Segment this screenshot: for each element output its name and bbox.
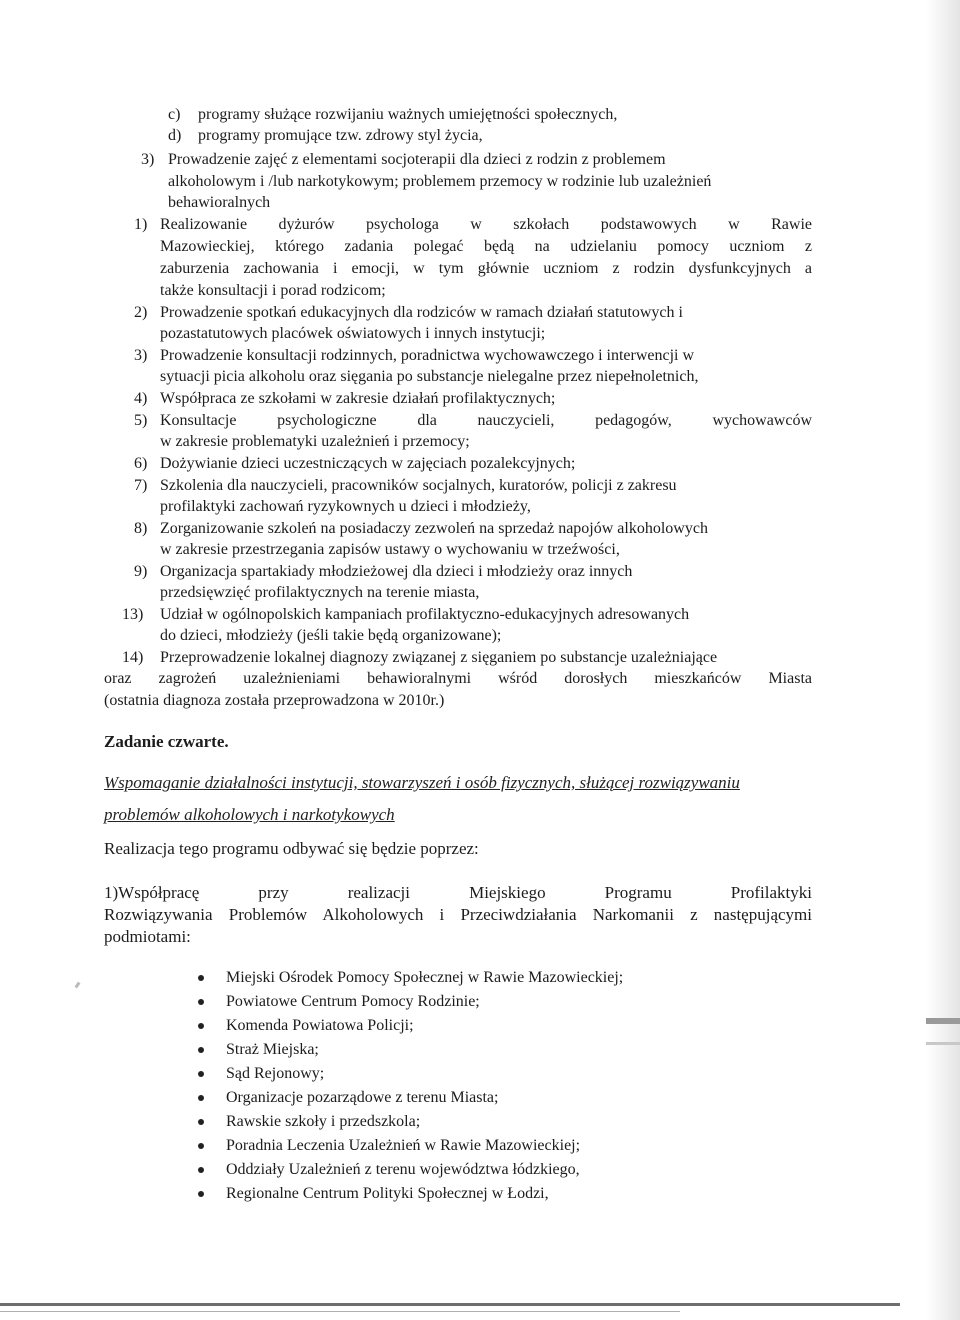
list-item-line: sytuacji picia alkoholu oraz sięgania po substancje nielegalne przez niepełnoletnich, [160,368,699,385]
intro-paragraph: Realizacja tego programu odbywać się będzie poprzez: [104,839,479,858]
section-subtitle: Wspomaganie działalności instytucji, stowarzyszeń i osób fizycznych, służącej rozwiązywaniu [104,773,740,792]
cooperation-line: podmiotami: [104,927,191,946]
list-number: 3) [134,347,148,364]
list-item-line: pozastatutowych placówek oświatowych i innych instytucji; [160,325,546,342]
list-number: 13) [122,606,144,623]
list-item-line: Realizowanie dyżurów psychologa w szkołach podstawowych w Rawie [160,216,812,233]
list-item: Regionalne Centrum Polityki Społecznej w Łodzi, [196,1182,623,1206]
list-number: 1) [134,216,148,233]
list-item-line: (ostatnia diagnoza została przeprowadzona w 2010r.) [104,692,445,709]
list-item: Straż Miejska; [196,1038,623,1062]
list-item-line: Szkolenia dla nauczycieli, pracowników socjalnych, kuratorów, policji z zakresu [160,477,677,494]
list-item: Miejski Ośrodek Pomocy Społecznej w Rawie Mazowieckiej; [196,966,623,990]
list-item-line: Zorganizowanie szkoleń na posiadaczy zezwoleń na sprzedaż napojów alkoholowych [160,520,708,537]
list-item-line: Współpraca ze szkołami w zakresie działań profilaktycznych; [160,390,556,407]
top-item-c: c) programy służące rozwijaniu ważnych umiejętności społecznych, [168,106,618,123]
cooperation-line: 1)Współpracę przy realizacji Miejskiego Programu Profilaktyki [104,883,812,902]
list-item-line: profilaktyki zachowań ryzykownych u dzieci i młodzieży, [160,498,531,515]
list-item-line: Organizacja spartakiady młodzieżowej dla dzieci i młodzieży oraz innych [160,563,633,580]
partner-list [196,966,623,1206]
list-item-line: Prowadzenie konsultacji rodzinnych, poradnictwa wychowawczego i interwencji w [160,347,695,364]
list-item-line: Konsultacje psychologiczne dla nauczycieli, pedagogów, wychowawców [160,412,812,429]
list-item-line: Udział w ogólnopolskich kampaniach profilaktyczno-edukacyjnych adresowanych [160,606,690,623]
list-number: 5) [134,412,148,429]
list-item-line: w zakresie przestrzegania zapisów ustawy o wychowaniu w trzeźwości, [160,541,620,558]
list-item-line: Prowadzenie spotkań edukacyjnych dla rodziców w ramach działań statutowych i [160,304,683,321]
cooperation-line: Rozwiązywania Problemów Alkoholowych i Przeciwdziałania Narkomanii z następującymi [104,905,812,924]
list-item-line: przedsięwzięć profilaktycznych na terenie miasta, [160,584,480,601]
list-item: Poradnia Leczenia Uzależnień w Rawie Mazowieckiej; [196,1134,623,1158]
list-item-line: do dzieci, młodzieży (jeśli takie będą organizowane); [160,627,502,644]
list-item: Powiatowe Centrum Pomocy Rodzinie; [196,990,623,1014]
list-item-line: w zakresie problematyki uzależnień i przemocy; [160,433,470,450]
list-number: 6) [134,455,148,472]
list-item: Rawskie szkoły i przedszkola; [196,1110,623,1134]
list-item: Organizacje pozarządowe z terenu Miasta; [196,1086,623,1110]
list-number: 4) [134,390,148,407]
list-number: 7) [134,477,148,494]
section-subtitle: problemów alkoholowych i narkotykowych [104,805,395,824]
list-item-line: Przeprowadzenie lokalnej diagnozy związanej z sięganiem po substancje uzależniające [160,649,718,666]
top-item-3: 3) Prowadzenie zajęć z elementami socjoterapii dla dzieci z rodzin z problemem [141,151,666,168]
list-item-line: oraz zagrożeń uzależnieniami behawioralnymi wśród dorosłych mieszkańców Miasta [104,670,812,687]
list-number: 14) [122,649,144,666]
list-item: Sąd Rejonowy; [196,1062,623,1086]
top-item-d: d) programy promujące tzw. zdrowy styl życia, [168,127,483,144]
list-number: 2) [134,304,148,321]
list-item: Komenda Powiatowa Policji; [196,1014,623,1038]
top-item-3-line2: alkoholowym i /lub narkotykowym; problemem przemocy w rodzinie lub uzależnień [168,173,712,190]
list-number: 9) [134,563,148,580]
list-item-line: także konsultacji i porad rodzicom; [160,282,386,299]
list-item: Oddziały Uzależnień z terenu województwa łódzkiego, [196,1158,623,1182]
top-item-3-line3: behawioralnych [168,194,271,211]
section-heading: Zadanie czwarte. [104,732,229,751]
list-item-line: Dożywianie dzieci uczestniczących w zajęciach pozalekcyjnych; [160,455,576,472]
list-item-line: Mazowieckiej, którego zadania polegać będą na udzielaniu pomocy uczniom z [160,238,812,255]
list-number: 8) [134,520,148,537]
list-item-line: zaburzenia zachowania i emocji, w tym głównie uczniom z rodzin dysfunkcyjnych a [160,260,812,277]
